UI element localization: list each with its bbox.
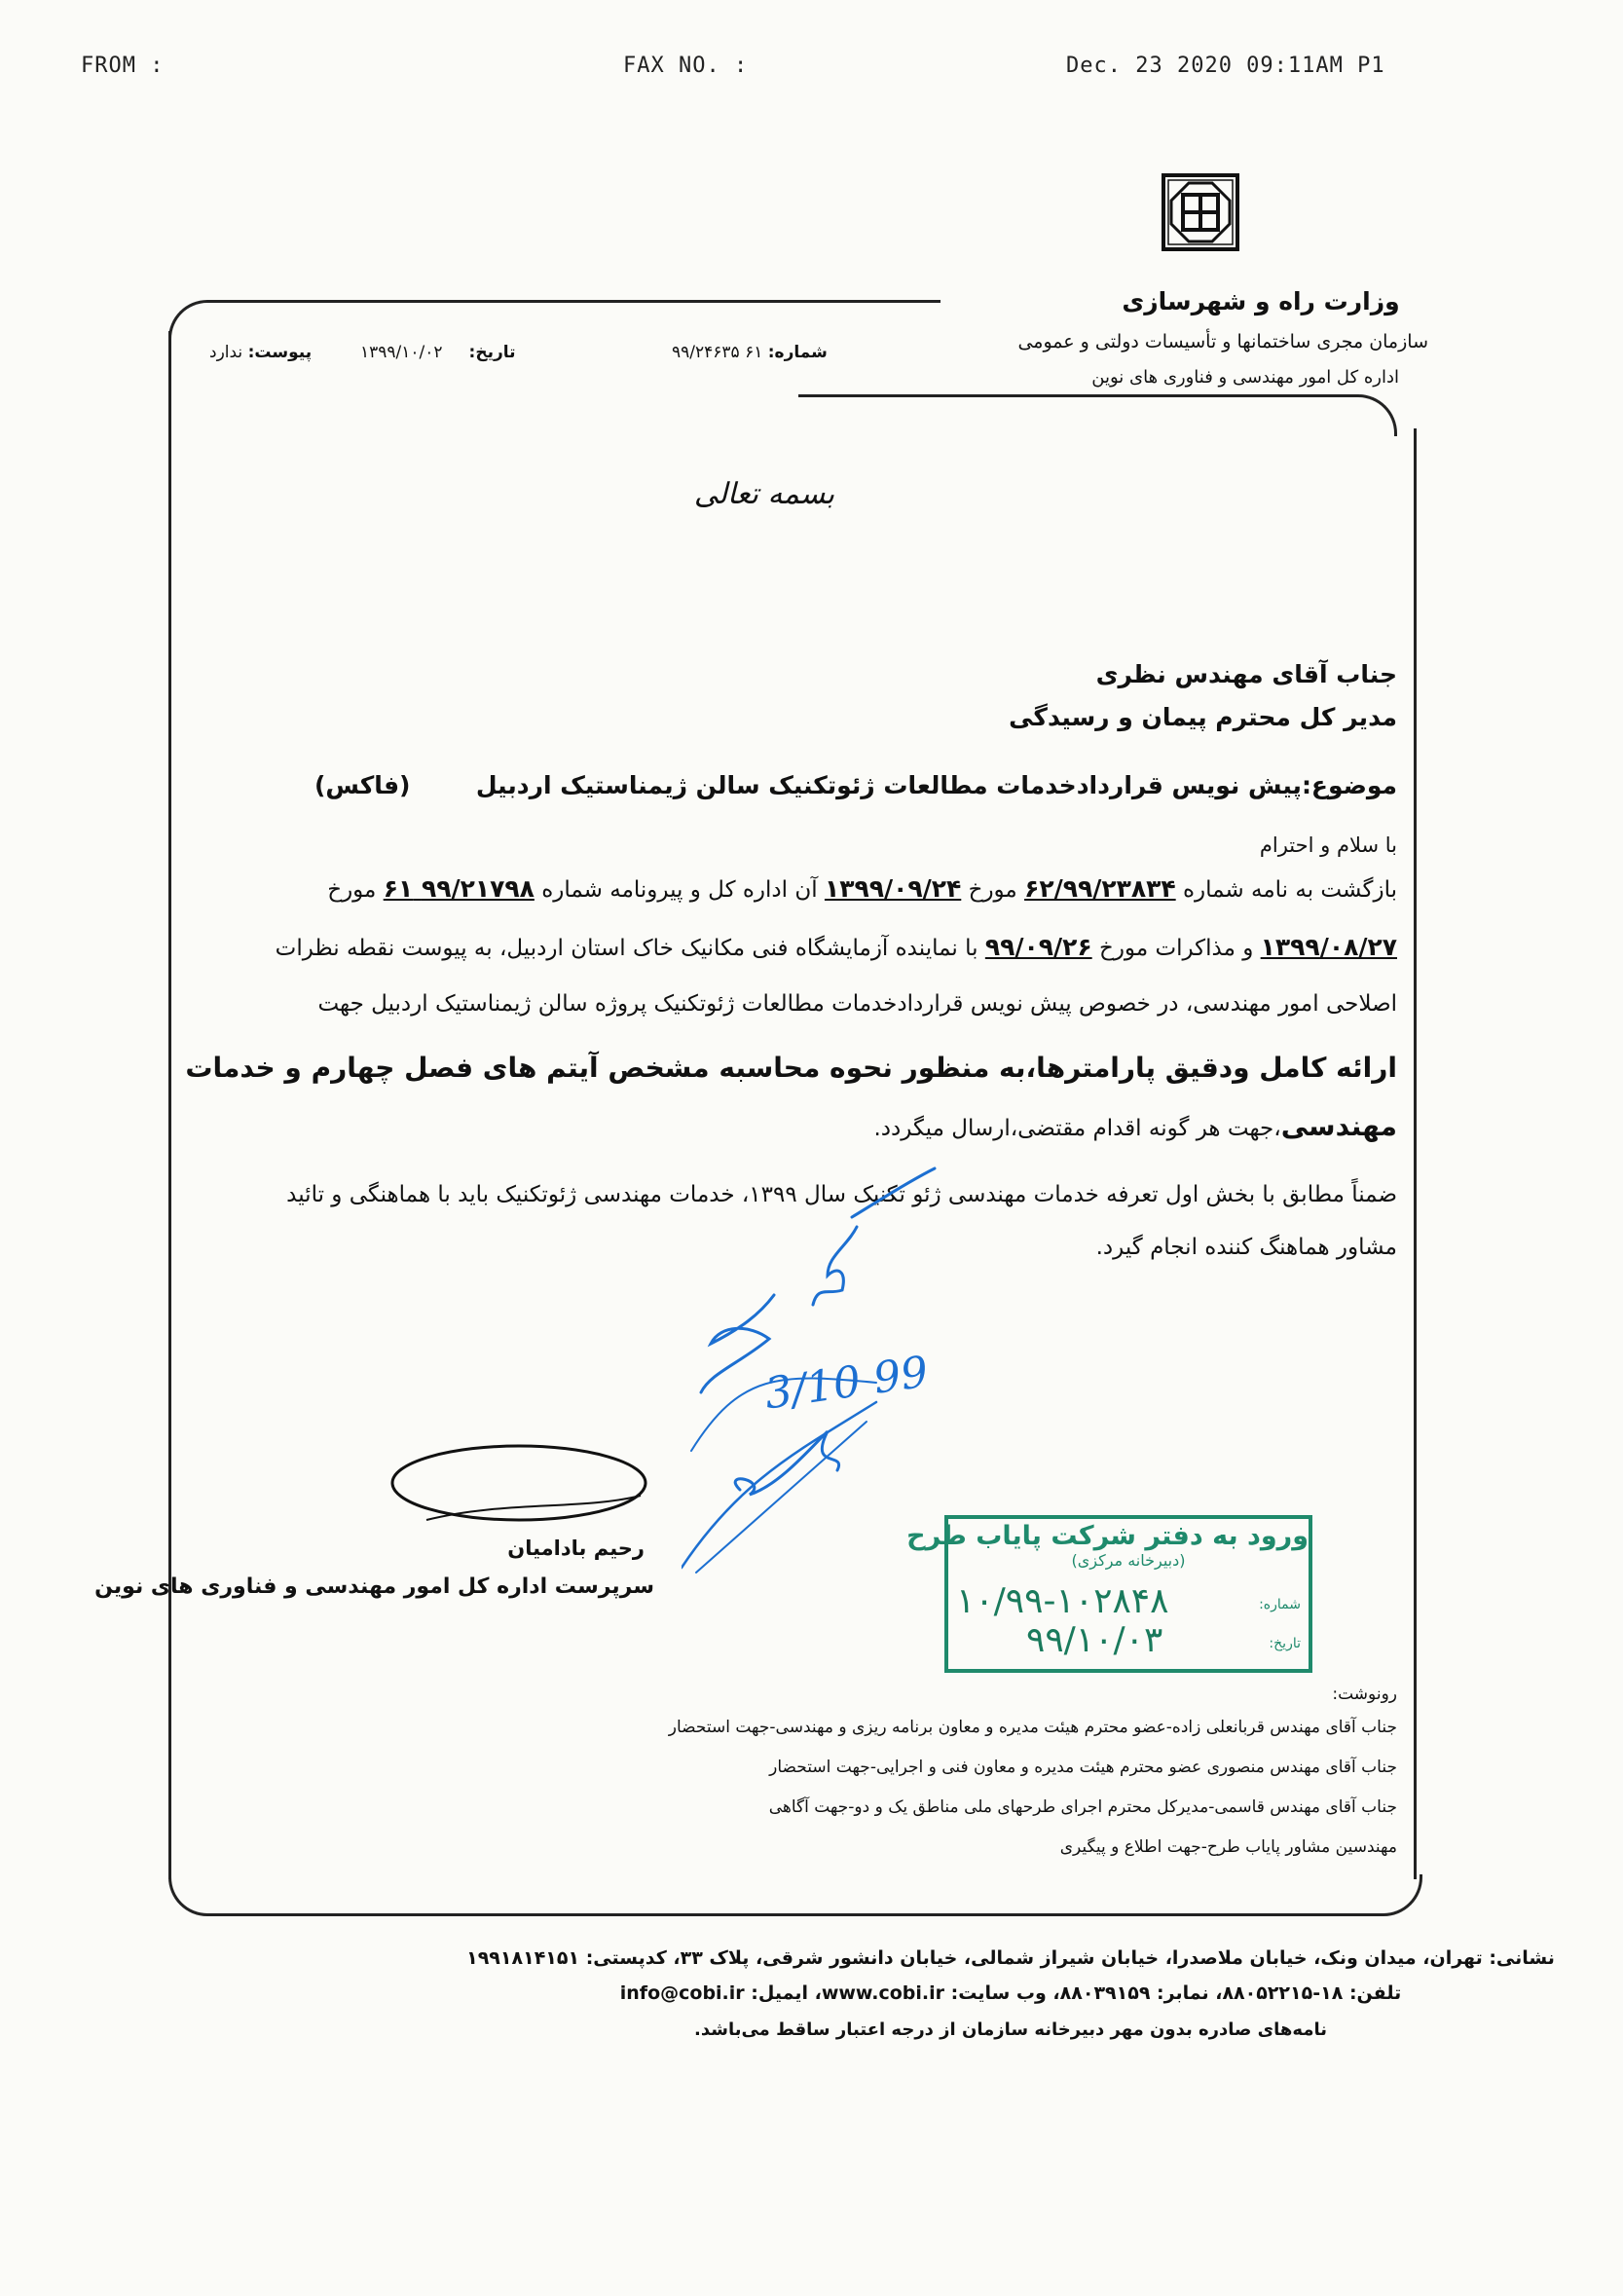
body-line [327, 874, 1397, 903]
reference-number: ۶۲/۹۹/۲۳۸۳۴ [1024, 874, 1176, 903]
reference-number: ۹۹/۲۱۷۹۸ ۶۱ [383, 874, 535, 903]
attachment-value: ندارد [209, 343, 243, 362]
frame-border [1414, 428, 1417, 1879]
body-line: ضمناً مطابق با بخش اول تعرفه خدمات مهندسی ژئو تکنیک سال ۱۳۹۹، خدمات مهندسی ژئوتکنیک باید با هماهنگی و تائید [286, 1182, 1397, 1207]
cc-label: رونوشت: [1332, 1685, 1397, 1704]
ministry-name: وزارت راه و شهرسازی [1122, 287, 1400, 315]
cc-line: جناب آقای مهندس قاسمی-مدیرکل محترم اجرای طرحهای ملی مناطق یک و دو-جهت آگاهی [768, 1797, 1397, 1817]
frame-border [168, 331, 171, 1879]
greeting: با سلام و احترام [1259, 833, 1397, 857]
handwritten-note: 3/10 99 [761, 1347, 932, 1420]
body-text-segment: آن اداره کل و پیرونامه شماره [534, 877, 825, 903]
body-line [360, 1110, 1397, 1142]
addressee-title: مدیر کل محترم پیمان و رسیدگی [1009, 703, 1397, 731]
body-line [185, 1052, 1397, 1084]
footer-notice: نامه‌های صادره بدون مهر دبیرخانه سازمان از درجه اعتبار ساقط می‌باشد. [694, 2019, 1327, 2040]
attachment-label: پیوست: [247, 343, 313, 362]
reference-number: ۱۳۹۹/۰۹/۲۴ [824, 874, 962, 903]
cc-line: مهندسین مشاور پایاب طرح-جهت اطلاع و پیگیری [1059, 1837, 1397, 1857]
signature-scribble-icon [387, 1442, 650, 1534]
stamp-date-label: تاریخ: [1269, 1636, 1301, 1651]
reference-number: ۱۳۹۹/۰۸/۲۷ [1260, 933, 1397, 961]
ministry-logo-icon [1162, 173, 1239, 255]
body-text-segment: و مذاکرات مورخ [1091, 936, 1261, 961]
signatory-title: سرپرست اداره کل امور مهندسی و فناوری های نوین [94, 1574, 654, 1599]
letter-date [360, 343, 516, 362]
body-text-segment: ارائه کامل ودقیق پارامترها،به منظور نحوه محاسبه مشخص آیتم های فصل چهارم و خدمات [185, 1052, 1397, 1084]
cc-line: جناب آقای مهندس منصوری عضو محترم هیئت مدیره و معاون فنی و اجرایی-جهت استحضار [769, 1758, 1397, 1777]
signatory-name: رحیم بادامیان [507, 1537, 645, 1560]
body-line: مشاور هماهنگ کننده انجام گیرد. [1095, 1235, 1397, 1260]
stamp-number-value: ۱۰/۹۹-۱۰۲۸۴۸ [956, 1581, 1169, 1621]
subject-tag: (فاکس) [314, 771, 411, 799]
frame-border [168, 300, 941, 342]
body-text-segment: مورخ [961, 877, 1025, 903]
date-label: تاریخ: [468, 343, 516, 362]
fax-number-label: FAX NO. : [623, 54, 749, 78]
fax-timestamp: Dec. 23 2020 09:11AM P1 [1066, 54, 1385, 78]
body-text-segment: اصلاحی امور مهندسی، در خصوص پیش نویس قراردادخدمات مطالعات ژئوتکنیک پروژه سالن ژیمناستیک اردبیل جهت [317, 991, 1397, 1017]
number-value: ۶۱ ۹۹/۲۴۶۳۵ [672, 343, 763, 362]
invocation: بسمه تعالی [693, 477, 835, 511]
department-name: اداره کل امور مهندسی و فناوری های نوین [1091, 367, 1399, 388]
reference-number: ۹۹/۰۹/۲۶ [984, 933, 1092, 961]
stamp-title: ورود به دفتر شرکت پایاب طرح [906, 1521, 1309, 1551]
frame-border [168, 1874, 1422, 1916]
stamp-number-label: شماره: [1259, 1597, 1301, 1612]
fax-from-label: FROM : [81, 54, 165, 78]
body-text-segment: با نماینده آزمایشگاه فنی مکانیک خاک استان اردبیل، به پیوست نقطه نظرات [275, 936, 985, 961]
organization-name: سازمان مجری ساختمانها و تأسیسات دولتی و عمومی [1017, 331, 1428, 352]
cc-line: جناب آقای مهندس قربانعلی زاده-عضو محترم هیئت مدیره و معاون برنامه ریزی و مهندسی-جهت استحضار [668, 1718, 1397, 1737]
receipt-stamp [906, 1515, 1312, 1673]
body-text-segment: مهندسی [1280, 1110, 1397, 1142]
number-label: شماره: [767, 343, 828, 362]
footer-address: نشانی: تهران، میدان ونک، خیابان ملاصدرا، خیابان شیراز شمالی، خیابان دانشور شرقی، پلاک ۳۳، کدپستی: ۱۹۹۱۸۱۴۱۵۱ [466, 1947, 1555, 1969]
body-line [275, 933, 1397, 961]
addressee-name: جناب آقای مهندس نظری [1095, 660, 1397, 688]
body-line [317, 991, 1397, 1017]
letter-number [672, 343, 828, 362]
stamp-subtitle: (دبیرخانه مرکزی) [1071, 1551, 1186, 1570]
footer-contact: تلفن: ۱۸-۸۸۰۵۲۲۱۵، نمابر: ۸۸۰۳۹۱۵۹، وب سایت: www.cobi.ir، ایمیل: info@cobi.ir [619, 1982, 1402, 2004]
body-text-segment: بازگشت به نامه شماره [1175, 877, 1397, 903]
subject-line: موضوع:پیش نویس قراردادخدمات مطالعات ژئوتکنیک سالن ژیمناستیک اردبیل [475, 771, 1397, 799]
date-value: ۱۳۹۹/۱۰/۰۲ [360, 343, 443, 362]
letter-attachment [209, 343, 312, 362]
stamp-date-value: ۹۹/۱۰/۰۳ [1026, 1620, 1163, 1660]
frame-border [798, 394, 1397, 436]
body-text-segment: ،جهت هر گونه اقدام مقتضی،ارسال میگردد. [873, 1116, 1281, 1141]
body-text-segment: مورخ [327, 877, 384, 903]
